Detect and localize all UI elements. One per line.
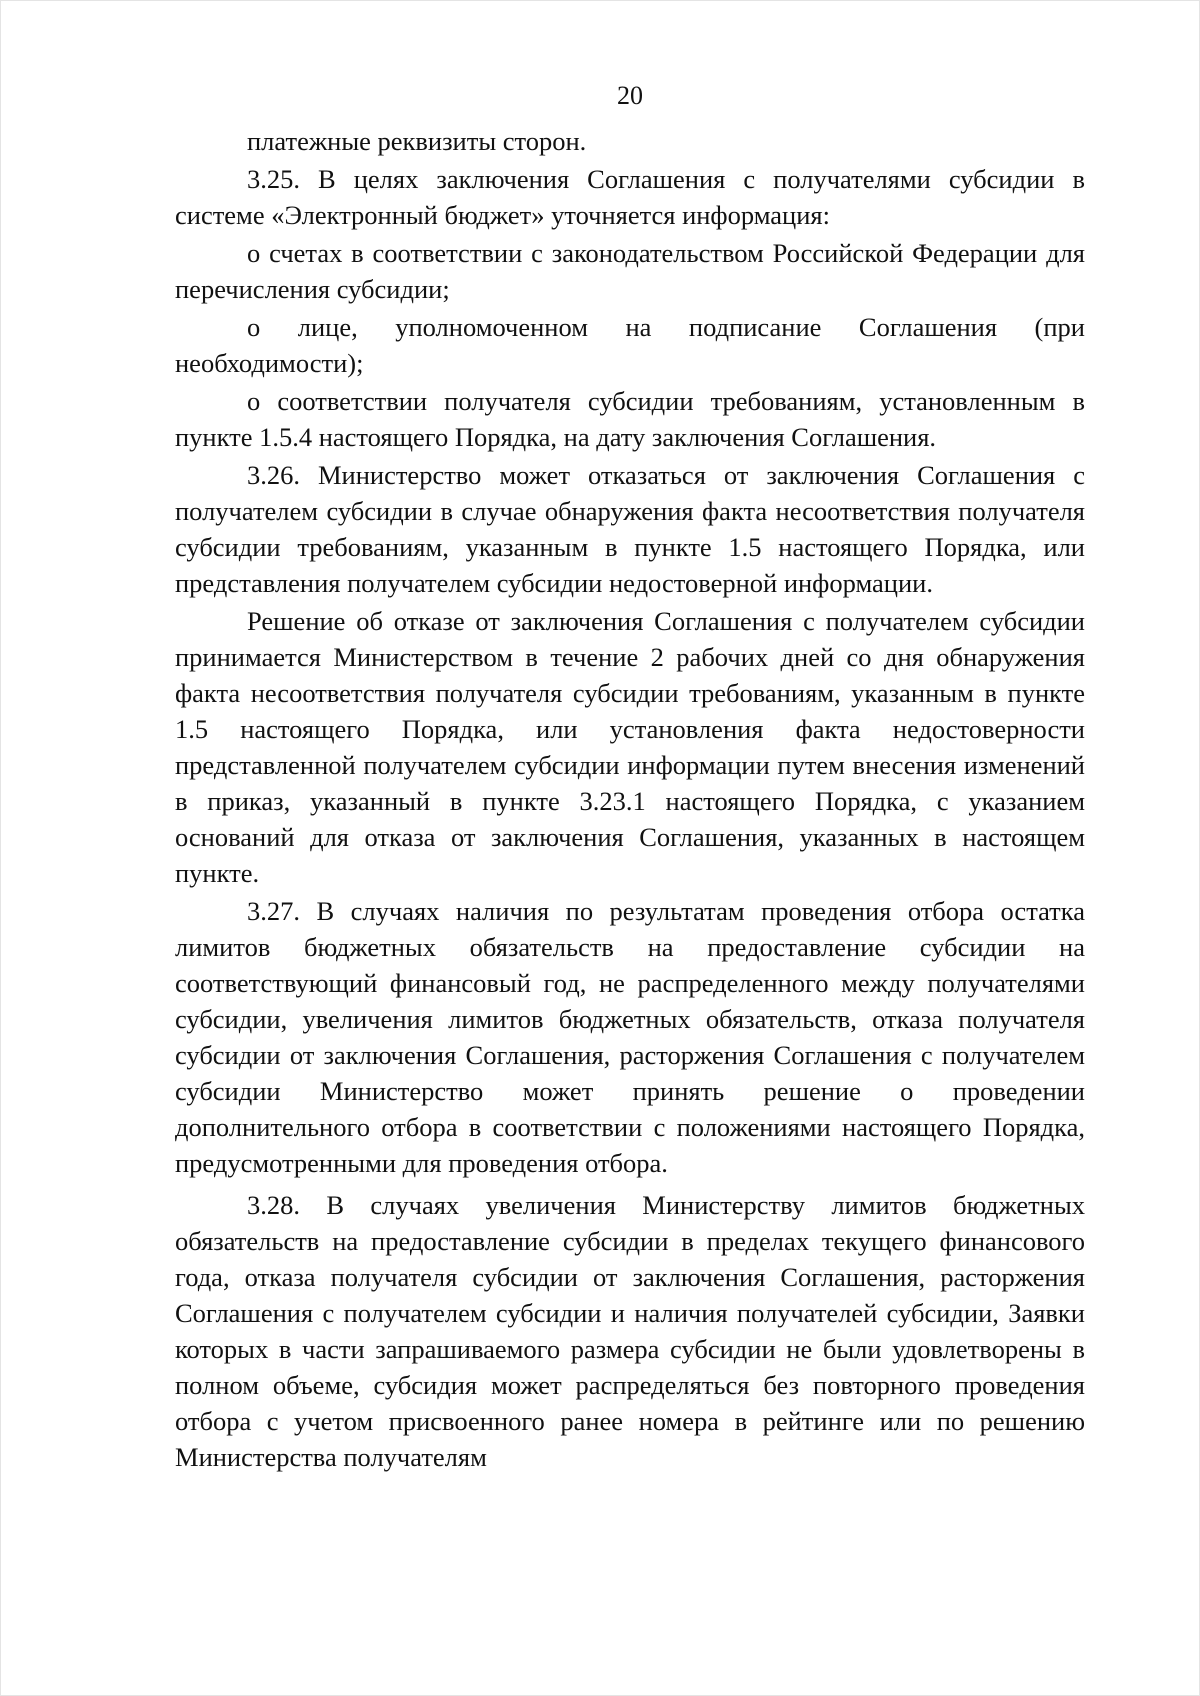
paragraph-payment-details: платежные реквизиты сторон. bbox=[247, 126, 587, 156]
paragraph-3-28: 3.28. В случаях увеличения Министерству лимитов бюджетных обязательств на предоставление субсидии в пределах текущего финансового года, отказа получателя субсидии от заключения Соглашения, расторжения Соглашения с получателем субсидии и наличия получателей субсидии, Заявки которых в части запрашиваемого размера субсидии не были удовлетворены в полном объеме, субсидия может распределяться без повторного проведения отбора с учетом присвоенного ранее номера в рейтинге или по решению Министерства получателям bbox=[175, 1190, 1085, 1472]
paragraph-accounts: о счетах в соответствии с законодательством Российской Федерации для перечисления субсидии; bbox=[175, 238, 1085, 304]
paragraph-authorized-person: о лице, уполномоченном на подписание Соглашения (при необходимости); bbox=[175, 312, 1085, 378]
paragraph-refusal-decision: Решение об отказе от заключения Соглашения с получателем субсидии принимается Министерством в течение 2 рабочих дней со дня обнаружения факта несоответствия получателя субсидии требованиям, указанным в пункте 1.5 настоящего Порядка, или установления факта недостоверности представленной получателем субсидии информации путем внесения изменений в приказ, указанный в пункте 3.23.1 настоящего Порядка, с указанием оснований для отказа от заключения Соглашения, указанных в настоящем пункте. bbox=[175, 606, 1085, 888]
paragraph-3-26: 3.26. Министерство может отказаться от заключения Соглашения с получателем субсидии в случае обнаружения факта несоответствия получателя субсидии требованиям, указанным в пункте 1.5 настоящего Порядка, или представления получателем субсидии недостоверной информации. bbox=[175, 460, 1085, 598]
paragraph-3-25: 3.25. В целях заключения Соглашения с получателями субсидии в системе «Электронный бюджет» уточняется информация: bbox=[175, 164, 1085, 230]
page-number: 20 bbox=[617, 81, 643, 110]
paragraph-compliance: о соответствии получателя субсидии требованиям, установленным в пункте 1.5.4 настоящего Порядка, на дату заключения Соглашения. bbox=[175, 386, 1085, 452]
document-body bbox=[175, 123, 1085, 1475]
paragraph-3-27: 3.27. В случаях наличия по результатам проведения отбора остатка лимитов бюджетных обязательств на предоставление субсидии на соответствующий финансовый год, не распределенного между получателями субсидии, увеличения лимитов бюджетных обязательств, отказа получателя субсидии от заключения Соглашения, расторжения Соглашения с получателем субсидии Министерство может принять решение о проведении дополнительного отбора в соответствии с положениями настоящего Порядка, предусмотренными для проведения отбора. bbox=[175, 896, 1085, 1178]
